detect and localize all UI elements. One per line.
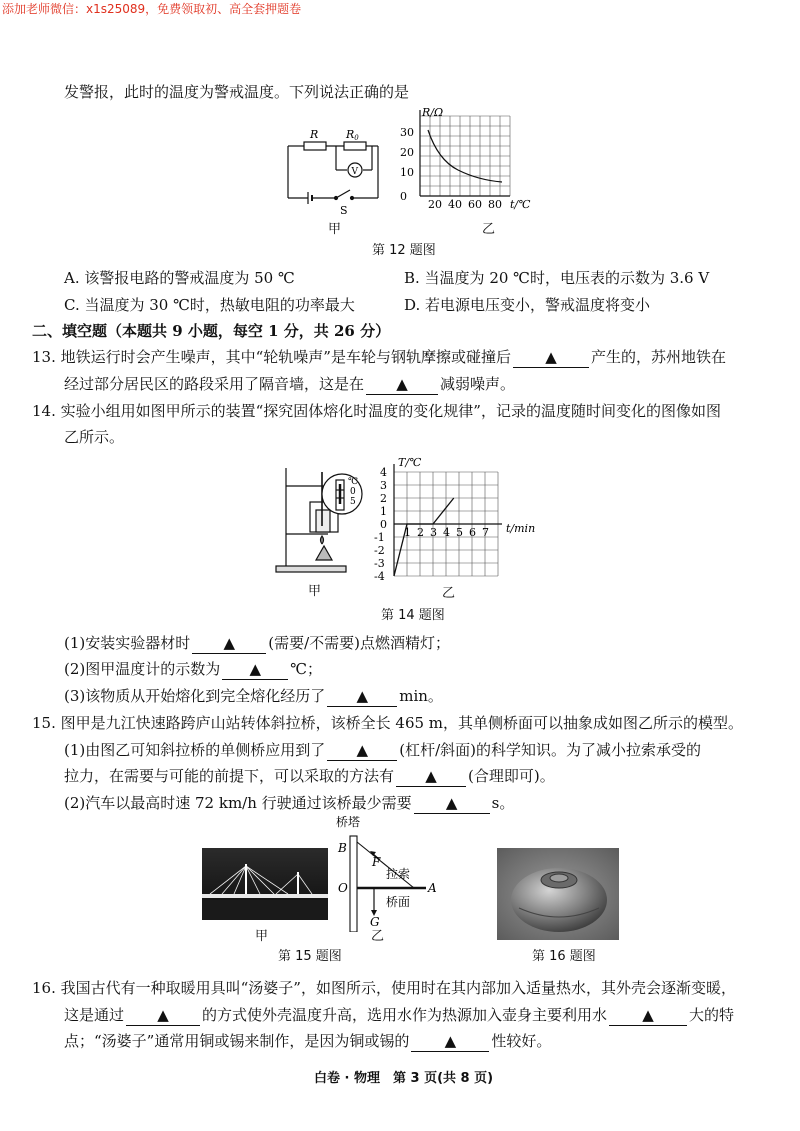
- q14-text-1: 实验小组用如图甲所示的装置“探究固体熔化时温度的变化规律”，记录的温度随时间变化的图像如图: [60, 402, 721, 420]
- resistor-r: [304, 142, 326, 150]
- q12-ytick: 10: [400, 166, 414, 179]
- q14-caption: 第 14 题图: [381, 608, 445, 623]
- q16-text-3a: 点；“汤婆子”通常用铜或锡来制作，是因为铜或锡的: [64, 1032, 410, 1050]
- q12-graph: [398, 100, 548, 220]
- q16-blank-3[interactable]: ▲: [411, 1031, 489, 1052]
- q16-line-1: [32, 978, 736, 998]
- q14-p2-text-b: ℃；: [290, 660, 323, 678]
- q15-caption: 第 15 题图: [278, 949, 342, 964]
- q14-apparatus-figure: [272, 462, 372, 578]
- point-a-label: A: [428, 881, 437, 895]
- q12-xtick: 20: [428, 198, 442, 211]
- q16-line-3: [64, 1031, 551, 1052]
- q14-number: 14.: [32, 402, 56, 420]
- q16-text-2c: 大的特: [689, 1006, 735, 1024]
- q14-p3-text-a: (3)该物质从开始熔化到完全熔化经历了: [64, 687, 326, 705]
- q12-circuit-figure: [282, 128, 392, 218]
- q16-text-1: 我国古代有一种取暖用具叫“汤婆子”，如图所示，使用时在其内部加入适量热水，其外壳会逐渐变暖，: [60, 979, 736, 997]
- q14-ytick: 0: [380, 518, 387, 531]
- q13-number: 13.: [32, 348, 56, 366]
- q14-xtick: 2: [417, 526, 424, 539]
- resistor-r0: [344, 142, 366, 150]
- q12-xtick: 60: [468, 198, 482, 211]
- q14-ylabel: T/℃: [398, 456, 422, 469]
- q15-lever-model: [330, 812, 440, 932]
- q14-ytick: -2: [374, 544, 385, 557]
- watermark: 添加老师微信：x1s25089，免费领取初、高全套押题卷: [2, 2, 302, 16]
- q13-text-2b: 减弱噪声。: [440, 375, 516, 393]
- q16-blank-1[interactable]: ▲: [126, 1005, 200, 1026]
- q14-xlabel: t/min: [506, 522, 536, 535]
- q12-fig-a-label: 甲: [328, 222, 342, 237]
- q12-stem-tail: 发警报，此时的温度为警戒温度。下列说法正确的是: [64, 83, 410, 101]
- deck-label: 桥面: [386, 895, 411, 909]
- q15-p1-text-b: (杠杆/斜面)的科学知识。为了减小拉索承受的: [399, 741, 702, 759]
- q14-graph: [370, 452, 550, 582]
- q15-part-1-line-1: [64, 740, 701, 761]
- q15-fig-a-label: 甲: [255, 929, 269, 944]
- thermo-tick-5: 5: [350, 497, 356, 507]
- cable-label: 拉索: [386, 867, 411, 881]
- q14-xtick: 6: [469, 526, 476, 539]
- q12-ytick: 30: [400, 126, 414, 139]
- q15-fig-b-label: 乙: [371, 929, 385, 944]
- q14-part-2: [64, 659, 322, 680]
- q12-caption: 第 12 题图: [372, 243, 436, 258]
- q15-bridge-photo: [202, 848, 328, 920]
- q15-number: 15.: [32, 714, 56, 732]
- q15-p1-text-d: (合理即可)。: [468, 767, 555, 785]
- switch-label: S: [340, 204, 348, 217]
- q12-option-d: D. 若电源电压变小，警戒温度将变小: [404, 296, 651, 314]
- q14-ytick: -4: [374, 570, 385, 582]
- q12-xlabel: t/℃: [510, 198, 531, 211]
- switch-s: [336, 190, 350, 198]
- v-label: V: [351, 167, 358, 177]
- tower: [350, 836, 357, 932]
- q14-ytick: 3: [380, 479, 387, 492]
- q15-p1-text-c: 拉力，在需要与可能的前提下，可以采取的方法有: [64, 767, 395, 785]
- q12-ylabel: R/Ω: [422, 106, 444, 119]
- thermo-tick-0: 0: [350, 487, 356, 497]
- q14-blank-1[interactable]: ▲: [192, 633, 266, 654]
- q14-fig-b-label: 乙: [442, 586, 456, 601]
- test-tube: [316, 510, 330, 532]
- page-footer: 白卷 · 物理 第 3 页(共 8 页): [314, 1071, 494, 1086]
- q14-part-3: [64, 686, 443, 707]
- q14-xtick: 1: [404, 526, 411, 539]
- q16-text-2a: 这是通过: [64, 1006, 125, 1024]
- q16-blank-2[interactable]: ▲: [609, 1005, 687, 1026]
- gravity-g-label: G: [370, 915, 380, 929]
- q16-text-2b: 的方式使外壳温度升高，选用水作为热源加入壶身主要利用水: [202, 1006, 608, 1024]
- q14-text-2: 乙所示。: [64, 428, 125, 446]
- q15-part-1-line-2: [64, 766, 555, 787]
- q12-ytick: 20: [400, 146, 414, 159]
- point-o-label: O: [338, 881, 348, 895]
- q14-fig-a-label: 甲: [308, 584, 322, 599]
- q14-p3-text-b: min。: [399, 687, 443, 705]
- alcohol-lamp: [316, 546, 332, 560]
- q15-line-1: [32, 713, 743, 733]
- q16-caption: 第 16 题图: [532, 949, 596, 964]
- q16-line-2: [64, 1005, 734, 1026]
- q14-ytick: -1: [374, 531, 385, 544]
- section-2-heading: 二、填空题（本题共 9 小题，每空 1 分，共 26 分）: [32, 322, 391, 340]
- q14-xtick: 7: [482, 526, 489, 539]
- q12-option-b: B. 当温度为 20 ℃时，电压表的示数为 3.6 V: [404, 269, 710, 287]
- q12-xtick: 80: [488, 198, 502, 211]
- q14-blank-2[interactable]: ▲: [222, 659, 288, 680]
- q15-part-2: [64, 793, 514, 814]
- q12-fig-b-label: 乙: [482, 222, 496, 237]
- q13-text-1b: 产生的，苏州地铁在: [590, 348, 726, 366]
- q14-line-1: [32, 401, 721, 421]
- q14-ytick: -3: [374, 557, 385, 570]
- q15-p2-text-a: (2)汽车以最高时速 72 km/h 行驶通过该桥最少需要: [64, 794, 412, 812]
- force-f-label: F: [372, 855, 381, 869]
- q16-number: 16.: [32, 979, 56, 997]
- q13-line-2: [64, 374, 515, 395]
- tower-label: 桥塔: [336, 815, 361, 829]
- point-b-label: B: [338, 841, 347, 855]
- q14-ytick: 4: [380, 466, 387, 479]
- q14-part-1: [64, 633, 450, 654]
- q15-blank-1[interactable]: ▲: [327, 740, 397, 761]
- q15-text-1: 图甲是九江快速路跨庐山站转体斜拉桥，该桥全长 465 m，其单侧桥面可以抽象成如图乙所示的模型。: [60, 714, 744, 732]
- q12-ytick: 0: [400, 190, 407, 203]
- q13-blank-2[interactable]: ▲: [366, 374, 438, 395]
- q14-p1-text-b: (需要/不需要)点燃酒精灯；: [268, 634, 451, 652]
- q14-ytick: 2: [380, 492, 387, 505]
- r0-label: R0: [346, 128, 359, 142]
- q14-xtick: 5: [456, 526, 463, 539]
- q14-p2-text-a: (2)图甲温度计的示数为: [64, 660, 221, 678]
- q16-tangpozi-photo: [497, 848, 619, 940]
- q14-xtick: 3: [430, 526, 437, 539]
- thermo-unit: ℃: [348, 477, 359, 487]
- q15-blank-2[interactable]: ▲: [396, 766, 466, 787]
- q14-p1-text-a: (1)安装实验器材时: [64, 634, 191, 652]
- cable: [357, 842, 414, 888]
- q12-xtick: 40: [448, 198, 462, 211]
- q14-ytick: 1: [380, 505, 387, 518]
- q15-p2-text-b: s。: [491, 794, 515, 812]
- q16-text-3b: 性较好。: [491, 1032, 552, 1050]
- q13-blank-1[interactable]: ▲: [513, 347, 589, 368]
- q12-option-c: C. 当温度为 30 ℃时，热敏电阻的功率最大: [64, 296, 355, 314]
- r-label: R: [310, 128, 319, 141]
- q13-text-1a: 地铁运行时会产生噪声，其中“轮轨噪声”是车轮与钢轨摩擦或碰撞后: [60, 348, 511, 366]
- q12-option-a: A. 该警报电路的警戒温度为 50 ℃: [64, 269, 295, 287]
- q15-p1-text-a: (1)由图乙可知斜拉桥的单侧桥应用到了: [64, 741, 326, 759]
- q15-blank-3[interactable]: ▲: [414, 793, 490, 814]
- q13: [32, 347, 726, 368]
- q13-text-2a: 经过部分居民区的路段采用了隔音墙，这是在: [64, 375, 365, 393]
- q14-xtick: 4: [443, 526, 450, 539]
- q14-blank-3[interactable]: ▲: [327, 686, 397, 707]
